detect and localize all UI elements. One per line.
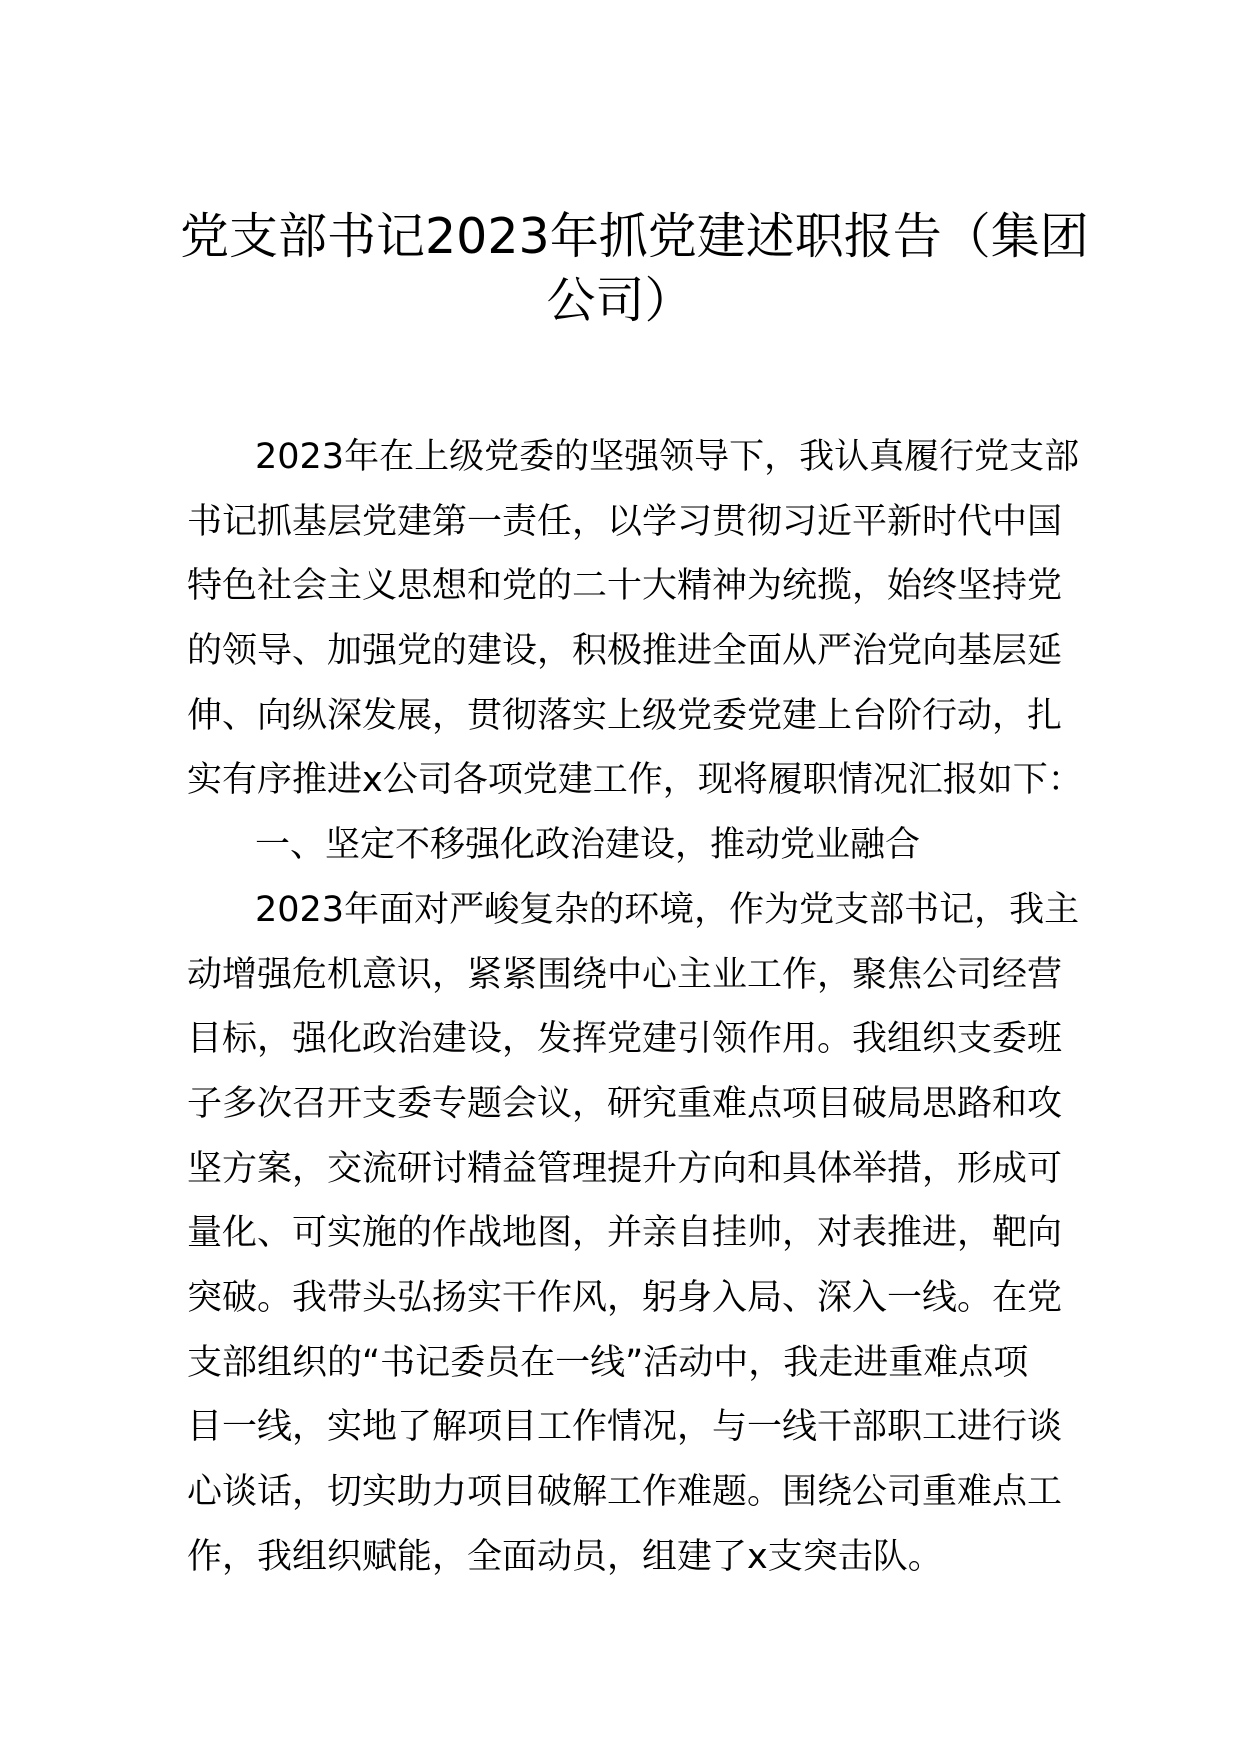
paragraph-2-line-11: 作，我组织赋能，全面动员，组建了x支突击队。 bbox=[187, 1536, 943, 1577]
paragraph-2-line-6: 量化、可实施的作战地图，并亲自挂帅，对表推进，靶向 bbox=[187, 1213, 1063, 1254]
document-body bbox=[187, 425, 1083, 1589]
paragraph-1-line-1: 2023年在上级党委的坚强领导下，我认真履行党支部 bbox=[255, 437, 1080, 477]
paragraph-2-line-2: 动增强危机意识，紧紧围绕中心主业工作，聚焦公司经营 bbox=[187, 954, 1063, 995]
title-line-1: 党支部书记2023年抓党建述职报告（集团 bbox=[180, 208, 1089, 265]
paragraph-1-line-6: 实有序推进x公司各项党建工作，现将履职情况汇报如下： bbox=[187, 760, 1083, 801]
paragraph-1-line-5: 伸、向纵深发展，贯彻落实上级党委党建上台阶行动，扎 bbox=[187, 695, 1063, 736]
paragraph-1-line-2: 书记抓基层党建第一责任，以学习贯彻习近平新时代中国 bbox=[187, 501, 1063, 542]
paragraph-1-line-3: 特色社会主义思想和党的二十大精神为统揽，始终坚持党 bbox=[187, 566, 1063, 607]
paragraph-2-line-5: 坚方案，交流研讨精益管理提升方向和具体举措，形成可 bbox=[187, 1148, 1063, 1189]
section-heading-1: 一、坚定不移强化政治建设，推动党业融合 bbox=[255, 825, 921, 866]
paragraph-2-line-8: 支部组织的“书记委员在一线”活动中，我走进重难点项 bbox=[187, 1342, 1029, 1383]
paragraph-2-line-10: 心谈话，切实助力项目破解工作难题。围绕公司重难点工 bbox=[187, 1472, 1063, 1512]
title-line-2: 公司） bbox=[546, 272, 694, 329]
document-title bbox=[180, 205, 1089, 333]
paragraph-2-line-3: 目标，强化政治建设，发挥党建引领作用。我组织支委班 bbox=[187, 1019, 1063, 1060]
paragraph-1-line-4: 的领导、加强党的建设，积极推进全面从严治党向基层延 bbox=[187, 631, 1063, 672]
paragraph-2-line-7: 突破。我带头弘扬实干作风，躬身入局、深入一线。在党 bbox=[187, 1277, 1063, 1318]
paragraph-2-line-9: 目一线，实地了解项目工作情况，与一线干部职工进行谈 bbox=[187, 1407, 1063, 1448]
paragraph-2-line-4: 子多次召开支委专题会议，研究重难点项目破局思路和攻 bbox=[187, 1083, 1063, 1124]
paragraph-2-line-1: 2023年面对严峻复杂的环境，作为党支部书记，我主 bbox=[255, 889, 1080, 930]
